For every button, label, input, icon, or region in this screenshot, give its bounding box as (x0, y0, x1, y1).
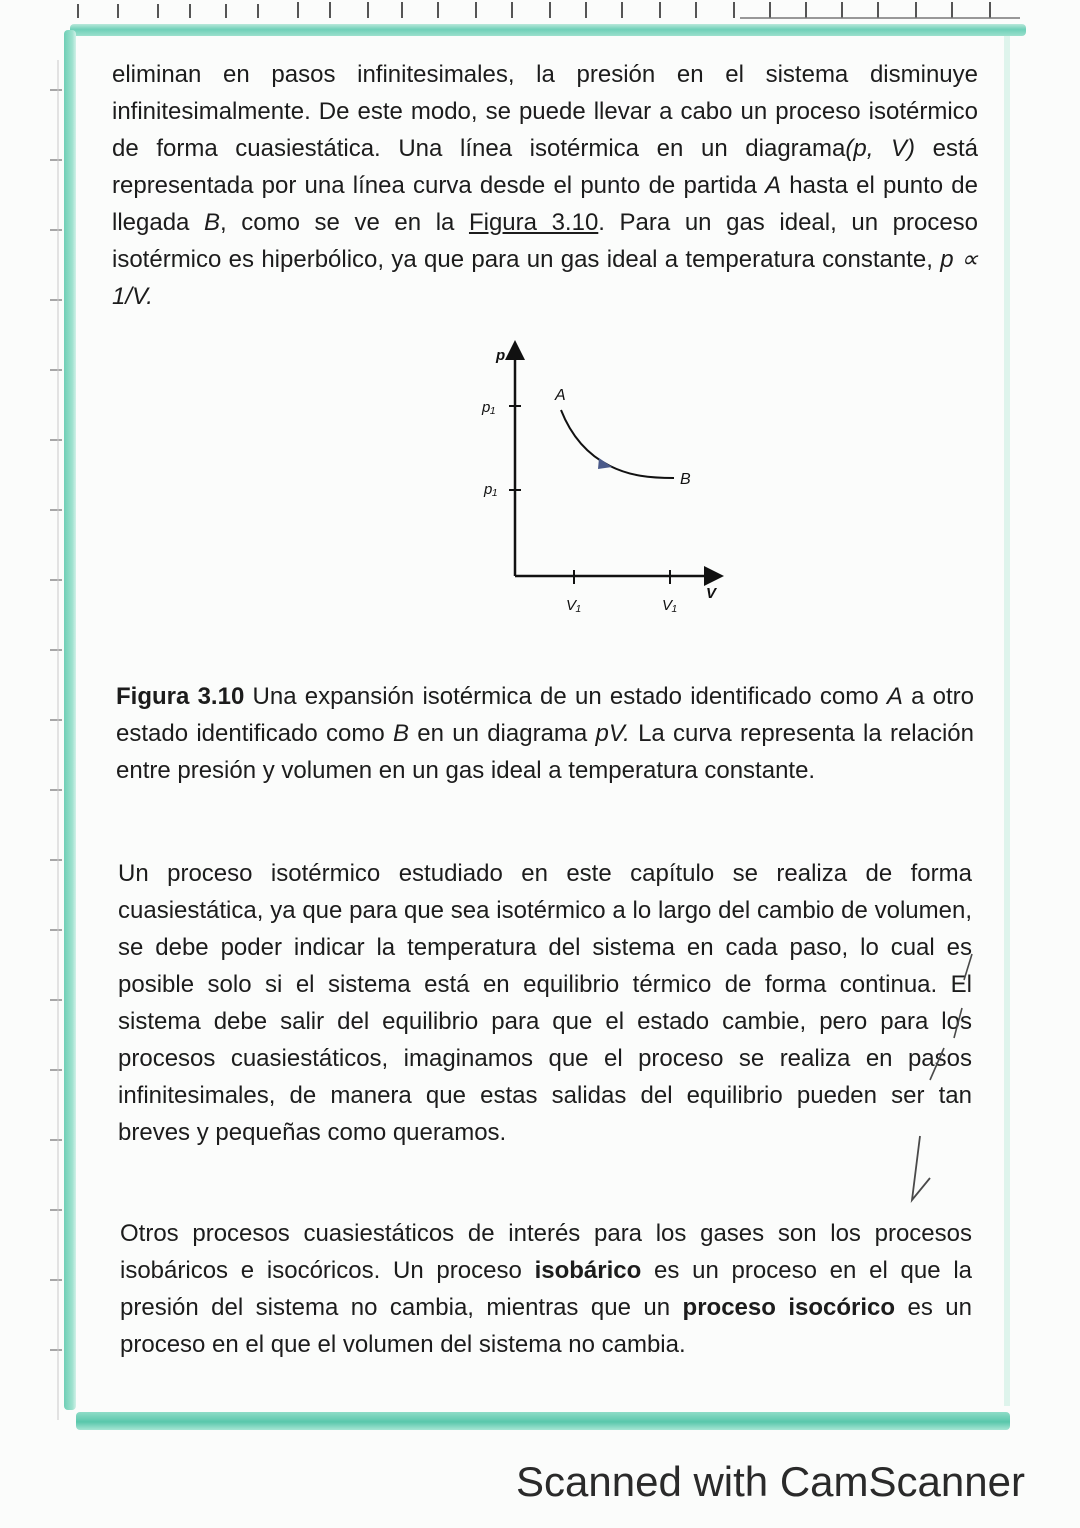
paragraph-intro-text-d: , como se ve en la (220, 209, 469, 236)
caption-text-d: La curva representa la relación entre presión y volumen en un gas ideal a temperatura constante. (116, 720, 975, 784)
figure-caption (116, 678, 974, 789)
term-isobaric: isobárico (534, 1257, 642, 1284)
v-left-label: V₁ (566, 597, 581, 614)
p-lower-label: p₁ (484, 481, 498, 498)
caption-text-b: a otro estado identificado como (116, 683, 975, 747)
frame-bottom-stroke (76, 1412, 1010, 1430)
point-a-ref: A (765, 172, 782, 199)
frame-left-stroke (64, 30, 76, 1410)
figure-reference-link[interactable]: Figura 3.10 (468, 209, 599, 236)
proportionality-relation: p ∝ 1/V. (112, 246, 978, 310)
paragraph-intro-text-a: eliminan en pasos infinitesimales, la presión en el sistema disminuye infinitesimalmente. De este modo, se puede llevar a cabo un proceso isotérmico de forma cuasiestática. Una línea isotérmica en un diagrama (112, 61, 978, 162)
point-a-label: A (555, 387, 566, 404)
paragraph-isobaric-isochoric (120, 1215, 972, 1363)
caption-state-b: B (392, 720, 409, 747)
paragraph-quasistatic: Un proceso isotérmico estudiado en este capítulo se realiza de forma cuasiestática, ya que para que sea isotérmico a lo largo del cambio de volumen, se debe poder indicar la temperatura del sistema en cada paso, lo cual es posible solo si el sistema está en equilibrio térmico de forma continua. El sistema debe salir del equilibrio para que el estado cambie, pero para los procesos cuasiestáticos, imaginamos que el proceso se realiza en pasos infinitesimales, de manera que estas salidas del equilibrio pueden ser tan breves y pequeñas como queramos. (118, 860, 972, 1146)
paragraph-3-text-a: Otros procesos cuasiestáticos de interés para los gases son los procesos isobáricos e isocóricos. Un proceso (120, 1220, 972, 1284)
caption-text-a: Una expansión isotérmica de un estado identificado como (244, 683, 887, 710)
paragraph-3-text-b: es un proceso en el que la presión del sistema no cambia, mientras que un (120, 1257, 973, 1321)
frame-top-stroke (70, 24, 1026, 36)
margin-ticks (0, 60, 70, 1420)
y-axis-label: p (496, 347, 506, 364)
handwritten-mark (880, 950, 980, 1220)
caption-state-a: A (886, 683, 903, 710)
isotherm-diagram (460, 328, 740, 628)
point-b-label: B (680, 471, 691, 488)
paragraph-intro-text-b: está representada por una línea curva desde el punto de partida (112, 135, 978, 199)
term-isochoric: proceso isocórico (682, 1294, 896, 1321)
caption-figure-label: Figura 3.10 (116, 683, 245, 710)
pv-notation: (p, V) (845, 135, 915, 162)
ruler-ticks (0, 0, 1080, 22)
v-right-label: V₁ (662, 597, 677, 614)
isotherm-curve (561, 410, 674, 478)
paragraph-intro-text-c: hasta el punto de llegada (112, 172, 979, 236)
curve-direction-arrow (598, 458, 612, 469)
point-b-ref: B (204, 209, 221, 236)
paragraph-intro (112, 56, 978, 315)
caption-diagram-type: pV. (595, 720, 630, 747)
paragraph-intro-text-e: . Para un gas ideal, un proceso isotérmico es hiperbólico, ya que para un gas ideal a temperatura constante, (112, 209, 979, 273)
x-axis-label: V (706, 585, 717, 602)
p-upper-label: p₁ (482, 399, 496, 416)
frame-right-stroke (1004, 36, 1010, 1406)
scanner-watermark: Scanned with CamScanner (516, 1458, 1025, 1505)
paragraph-3-text-c: es un proceso en el que el volumen del sistema no cambia. (120, 1294, 972, 1358)
caption-text-c: en un diagrama (409, 720, 596, 747)
